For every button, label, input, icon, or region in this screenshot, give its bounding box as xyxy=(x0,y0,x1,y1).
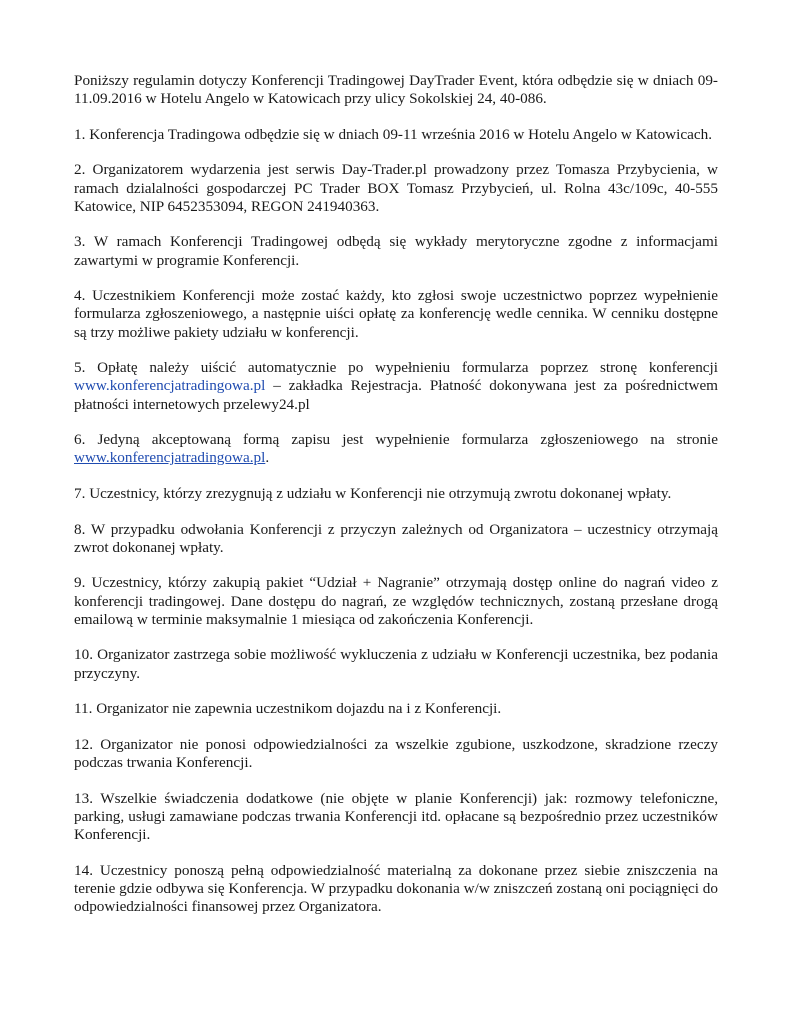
website-link-underlined[interactable]: www.konferencjatradingowa.pl xyxy=(74,449,266,467)
rule-2: 2. Organizatorem wydarzenia jest serwis Day-Trader.pl prowadzony przez Tomasza Przybycienia, w ramach dzialalności gospodarczej PC Trader BOX Tomasz Przybycień, ul. Rolna 43c/109c, 40-555 Katowice, NIP 6452353094, REGON 241940363. xyxy=(74,161,718,215)
website-link[interactable]: www.konferencjatradingowa.pl xyxy=(74,377,266,395)
rule-6-text-after: . xyxy=(265,449,270,467)
rule-10: 10. Organizator zastrzega sobie możliwość wykluczenia z udziału w Konferencji uczestnika, bez podania przyczyny. xyxy=(74,646,718,682)
document-page xyxy=(74,72,718,934)
rule-5 xyxy=(74,359,718,414)
rule-11: 11. Organizator nie zapewnia uczestnikom dojazdu na i z Konferencji. xyxy=(74,700,502,718)
rule-6-text-before: 6. Jedyną akceptowaną formą zapisu jest wypełnienie formularza zgłoszeniowego na stronie xyxy=(74,431,718,449)
rule-9: 9. Uczestnicy, którzy zakupią pakiet “Udział + Nagranie” otrzymają dostęp online do nagrań video z konferencji tradingowej. Dane dostępu do nagrań, ze względów technicznych, zostaną przesłane drogą emailową w terminie maksymalnie 1 miesiąca od zakończenia Konferencji. xyxy=(74,574,718,628)
rule-4: 4. Uczestnikiem Konferencji może zostać każdy, kto zgłosi swoje uczestnictwo poprzez wypełnienie formularza zgłoszeniowego, a następnie uiści opłatę za konferencję wedle cennika. W cenniku dostępne są trzy możliwe pakiety udziału w konferencji. xyxy=(74,287,718,341)
rule-14: 14. Uczestnicy ponoszą pełną odpowiedzialność materialną za dokonane przez siebie zniszczenia na terenie gdzie odbywa się Konferencja. W przypadku dokonania w/w zniszczeń zostaną oni pociągnięci do odpowiedzialności finansowej przez Organizatora. xyxy=(74,861,718,915)
rule-8: 8. W przypadku odwołania Konferencji z przyczyn zależnych od Organizatora – uczestnicy otrzymają zwrot dokonanej wpłaty. xyxy=(74,520,718,556)
rule-1: 1. Konferencja Tradingowa odbędzie się w dniach 09-11 września 2016 w Hotelu Angelo w Katowicach. xyxy=(74,125,712,143)
rule-12: 12. Organizator nie ponosi odpowiedzialności za wszelkie zgubione, uszkodzone, skradzione rzeczy podczas trwania Konferencji. xyxy=(74,735,718,771)
rule-7: 7. Uczestnicy, którzy zrezygnują z udziału w Konferencji nie otrzymują zwrotu dokonanej wpłaty. xyxy=(74,484,672,502)
rule-5-text-after: – zakładka Rejestracja. Płatność dokonywana jest za pośrednictwem płatności internetowych przelewy24.pl xyxy=(74,377,718,413)
intro-paragraph: Poniższy regulamin dotyczy Konferencji Tradingowej DayTrader Event, która odbędzie się w dniach 09-11.09.2016 w Hotelu Angelo w Katowicach przy ulicy Sokolskiej 24, 40-086. xyxy=(74,72,718,108)
rule-13: 13. Wszelkie świadczenia dodatkowe (nie objęte w planie Konferencji) jak: rozmowy telefoniczne, parking, usługi zamawiane podczas trwania Konferencji itd. opłacane są bezpośrednio przez uczestników Konferencji. xyxy=(74,789,718,843)
rule-3: 3. W ramach Konferencji Tradingowej odbędą się wykłady merytoryczne zgodne z informacjami zawartymi w programie Konferencji. xyxy=(74,233,718,269)
rule-6 xyxy=(74,431,718,467)
rule-5-text-before: 5. Opłatę należy uiścić automatycznie po wypełnieniu formularza poprzez stronę konferencji xyxy=(74,359,718,377)
